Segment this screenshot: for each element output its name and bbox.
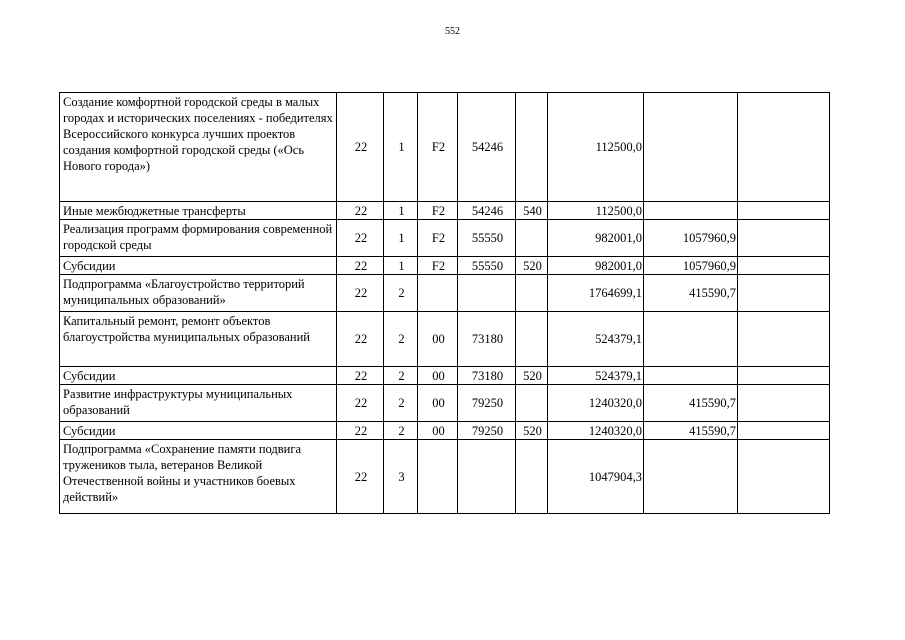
amount-cell bbox=[738, 257, 830, 275]
code-cell: 2 bbox=[384, 312, 418, 367]
amount-cell bbox=[644, 440, 738, 514]
code-cell: 73180 bbox=[458, 367, 516, 385]
code-cell: 22 bbox=[337, 202, 384, 220]
code-cell: 520 bbox=[516, 367, 548, 385]
code-cell: 00 bbox=[418, 312, 458, 367]
code-cell: 520 bbox=[516, 257, 548, 275]
amount-cell bbox=[644, 312, 738, 367]
code-cell bbox=[418, 440, 458, 514]
code-cell: 3 bbox=[384, 440, 418, 514]
amount-cell bbox=[738, 367, 830, 385]
code-cell: 2 bbox=[384, 385, 418, 422]
amount-cell: 415590,7 bbox=[644, 275, 738, 312]
row-name: Субсидии bbox=[60, 422, 337, 440]
code-cell: 79250 bbox=[458, 385, 516, 422]
amount-cell: 112500,0 bbox=[548, 93, 644, 202]
code-cell bbox=[458, 275, 516, 312]
code-cell: 540 bbox=[516, 202, 548, 220]
amount-cell bbox=[738, 422, 830, 440]
table-row bbox=[60, 275, 830, 312]
code-cell: F2 bbox=[418, 202, 458, 220]
amount-cell: 112500,0 bbox=[548, 202, 644, 220]
code-cell: 22 bbox=[337, 440, 384, 514]
amount-cell: 1057960,9 bbox=[644, 257, 738, 275]
amount-cell: 524379,1 bbox=[548, 312, 644, 367]
row-name: Субсидии bbox=[60, 367, 337, 385]
code-cell bbox=[516, 312, 548, 367]
code-cell: F2 bbox=[418, 93, 458, 202]
table-row bbox=[60, 385, 830, 422]
code-cell bbox=[516, 275, 548, 312]
code-cell: 1 bbox=[384, 220, 418, 257]
code-cell bbox=[418, 275, 458, 312]
table-row bbox=[60, 257, 830, 275]
amount-cell bbox=[644, 93, 738, 202]
code-cell: 55550 bbox=[458, 257, 516, 275]
code-cell: 54246 bbox=[458, 202, 516, 220]
amount-cell: 1057960,9 bbox=[644, 220, 738, 257]
code-cell: 54246 bbox=[458, 93, 516, 202]
code-cell: 22 bbox=[337, 367, 384, 385]
code-cell: 22 bbox=[337, 422, 384, 440]
table-row bbox=[60, 220, 830, 257]
amount-cell bbox=[738, 202, 830, 220]
amount-cell bbox=[738, 275, 830, 312]
amount-cell bbox=[738, 93, 830, 202]
code-cell: 22 bbox=[337, 275, 384, 312]
table-row bbox=[60, 367, 830, 385]
code-cell: 2 bbox=[384, 275, 418, 312]
row-name: Создание комфортной городской среды в малых городах и исторических поселениях - победителях Всероссийского конкурса лучших проектов создания комфортной городской среды («Ось Нового города») bbox=[60, 93, 337, 202]
table-row bbox=[60, 440, 830, 514]
amount-cell bbox=[644, 367, 738, 385]
code-cell bbox=[458, 440, 516, 514]
code-cell: 1 bbox=[384, 93, 418, 202]
code-cell: 00 bbox=[418, 385, 458, 422]
code-cell: 22 bbox=[337, 93, 384, 202]
code-cell bbox=[516, 385, 548, 422]
amount-cell bbox=[644, 202, 738, 220]
row-name: Реализация программ формирования современной городской среды bbox=[60, 220, 337, 257]
row-name: Развитие инфраструктуры муниципальных образований bbox=[60, 385, 337, 422]
code-cell: 00 bbox=[418, 422, 458, 440]
code-cell: 55550 bbox=[458, 220, 516, 257]
row-name: Подпрограмма «Благоустройство территорий муниципальных образований» bbox=[60, 275, 337, 312]
code-cell: 1 bbox=[384, 202, 418, 220]
page-number: 552 bbox=[445, 26, 460, 37]
amount-cell bbox=[738, 312, 830, 367]
code-cell: 2 bbox=[384, 422, 418, 440]
code-cell: 520 bbox=[516, 422, 548, 440]
code-cell: 73180 bbox=[458, 312, 516, 367]
table-row bbox=[60, 93, 830, 202]
code-cell: 00 bbox=[418, 367, 458, 385]
code-cell: F2 bbox=[418, 257, 458, 275]
code-cell bbox=[516, 93, 548, 202]
code-cell: 22 bbox=[337, 312, 384, 367]
amount-cell: 415590,7 bbox=[644, 422, 738, 440]
code-cell: 22 bbox=[337, 385, 384, 422]
amount-cell bbox=[738, 440, 830, 514]
code-cell: 79250 bbox=[458, 422, 516, 440]
amount-cell: 415590,7 bbox=[644, 385, 738, 422]
row-name: Подпрограмма «Сохранение памяти подвига тружеников тыла, ветеранов Великой Отечественной войны и участников боевых действий» bbox=[60, 440, 337, 514]
table-row bbox=[60, 422, 830, 440]
row-name: Капитальный ремонт, ремонт объектов благоустройства муниципальных образований bbox=[60, 312, 337, 367]
amount-cell: 982001,0 bbox=[548, 257, 644, 275]
table-row bbox=[60, 202, 830, 220]
amount-cell bbox=[738, 220, 830, 257]
code-cell: 1 bbox=[384, 257, 418, 275]
row-name: Иные межбюджетные трансферты bbox=[60, 202, 337, 220]
amount-cell bbox=[738, 385, 830, 422]
table-row bbox=[60, 312, 830, 367]
amount-cell: 1240320,0 bbox=[548, 385, 644, 422]
code-cell: F2 bbox=[418, 220, 458, 257]
amount-cell: 524379,1 bbox=[548, 367, 644, 385]
code-cell bbox=[516, 220, 548, 257]
code-cell bbox=[516, 440, 548, 514]
amount-cell: 1240320,0 bbox=[548, 422, 644, 440]
code-cell: 2 bbox=[384, 367, 418, 385]
amount-cell: 1047904,3 bbox=[548, 440, 644, 514]
amount-cell: 1764699,1 bbox=[548, 275, 644, 312]
budget-table bbox=[59, 92, 830, 514]
code-cell: 22 bbox=[337, 220, 384, 257]
amount-cell: 982001,0 bbox=[548, 220, 644, 257]
row-name: Субсидии bbox=[60, 257, 337, 275]
code-cell: 22 bbox=[337, 257, 384, 275]
